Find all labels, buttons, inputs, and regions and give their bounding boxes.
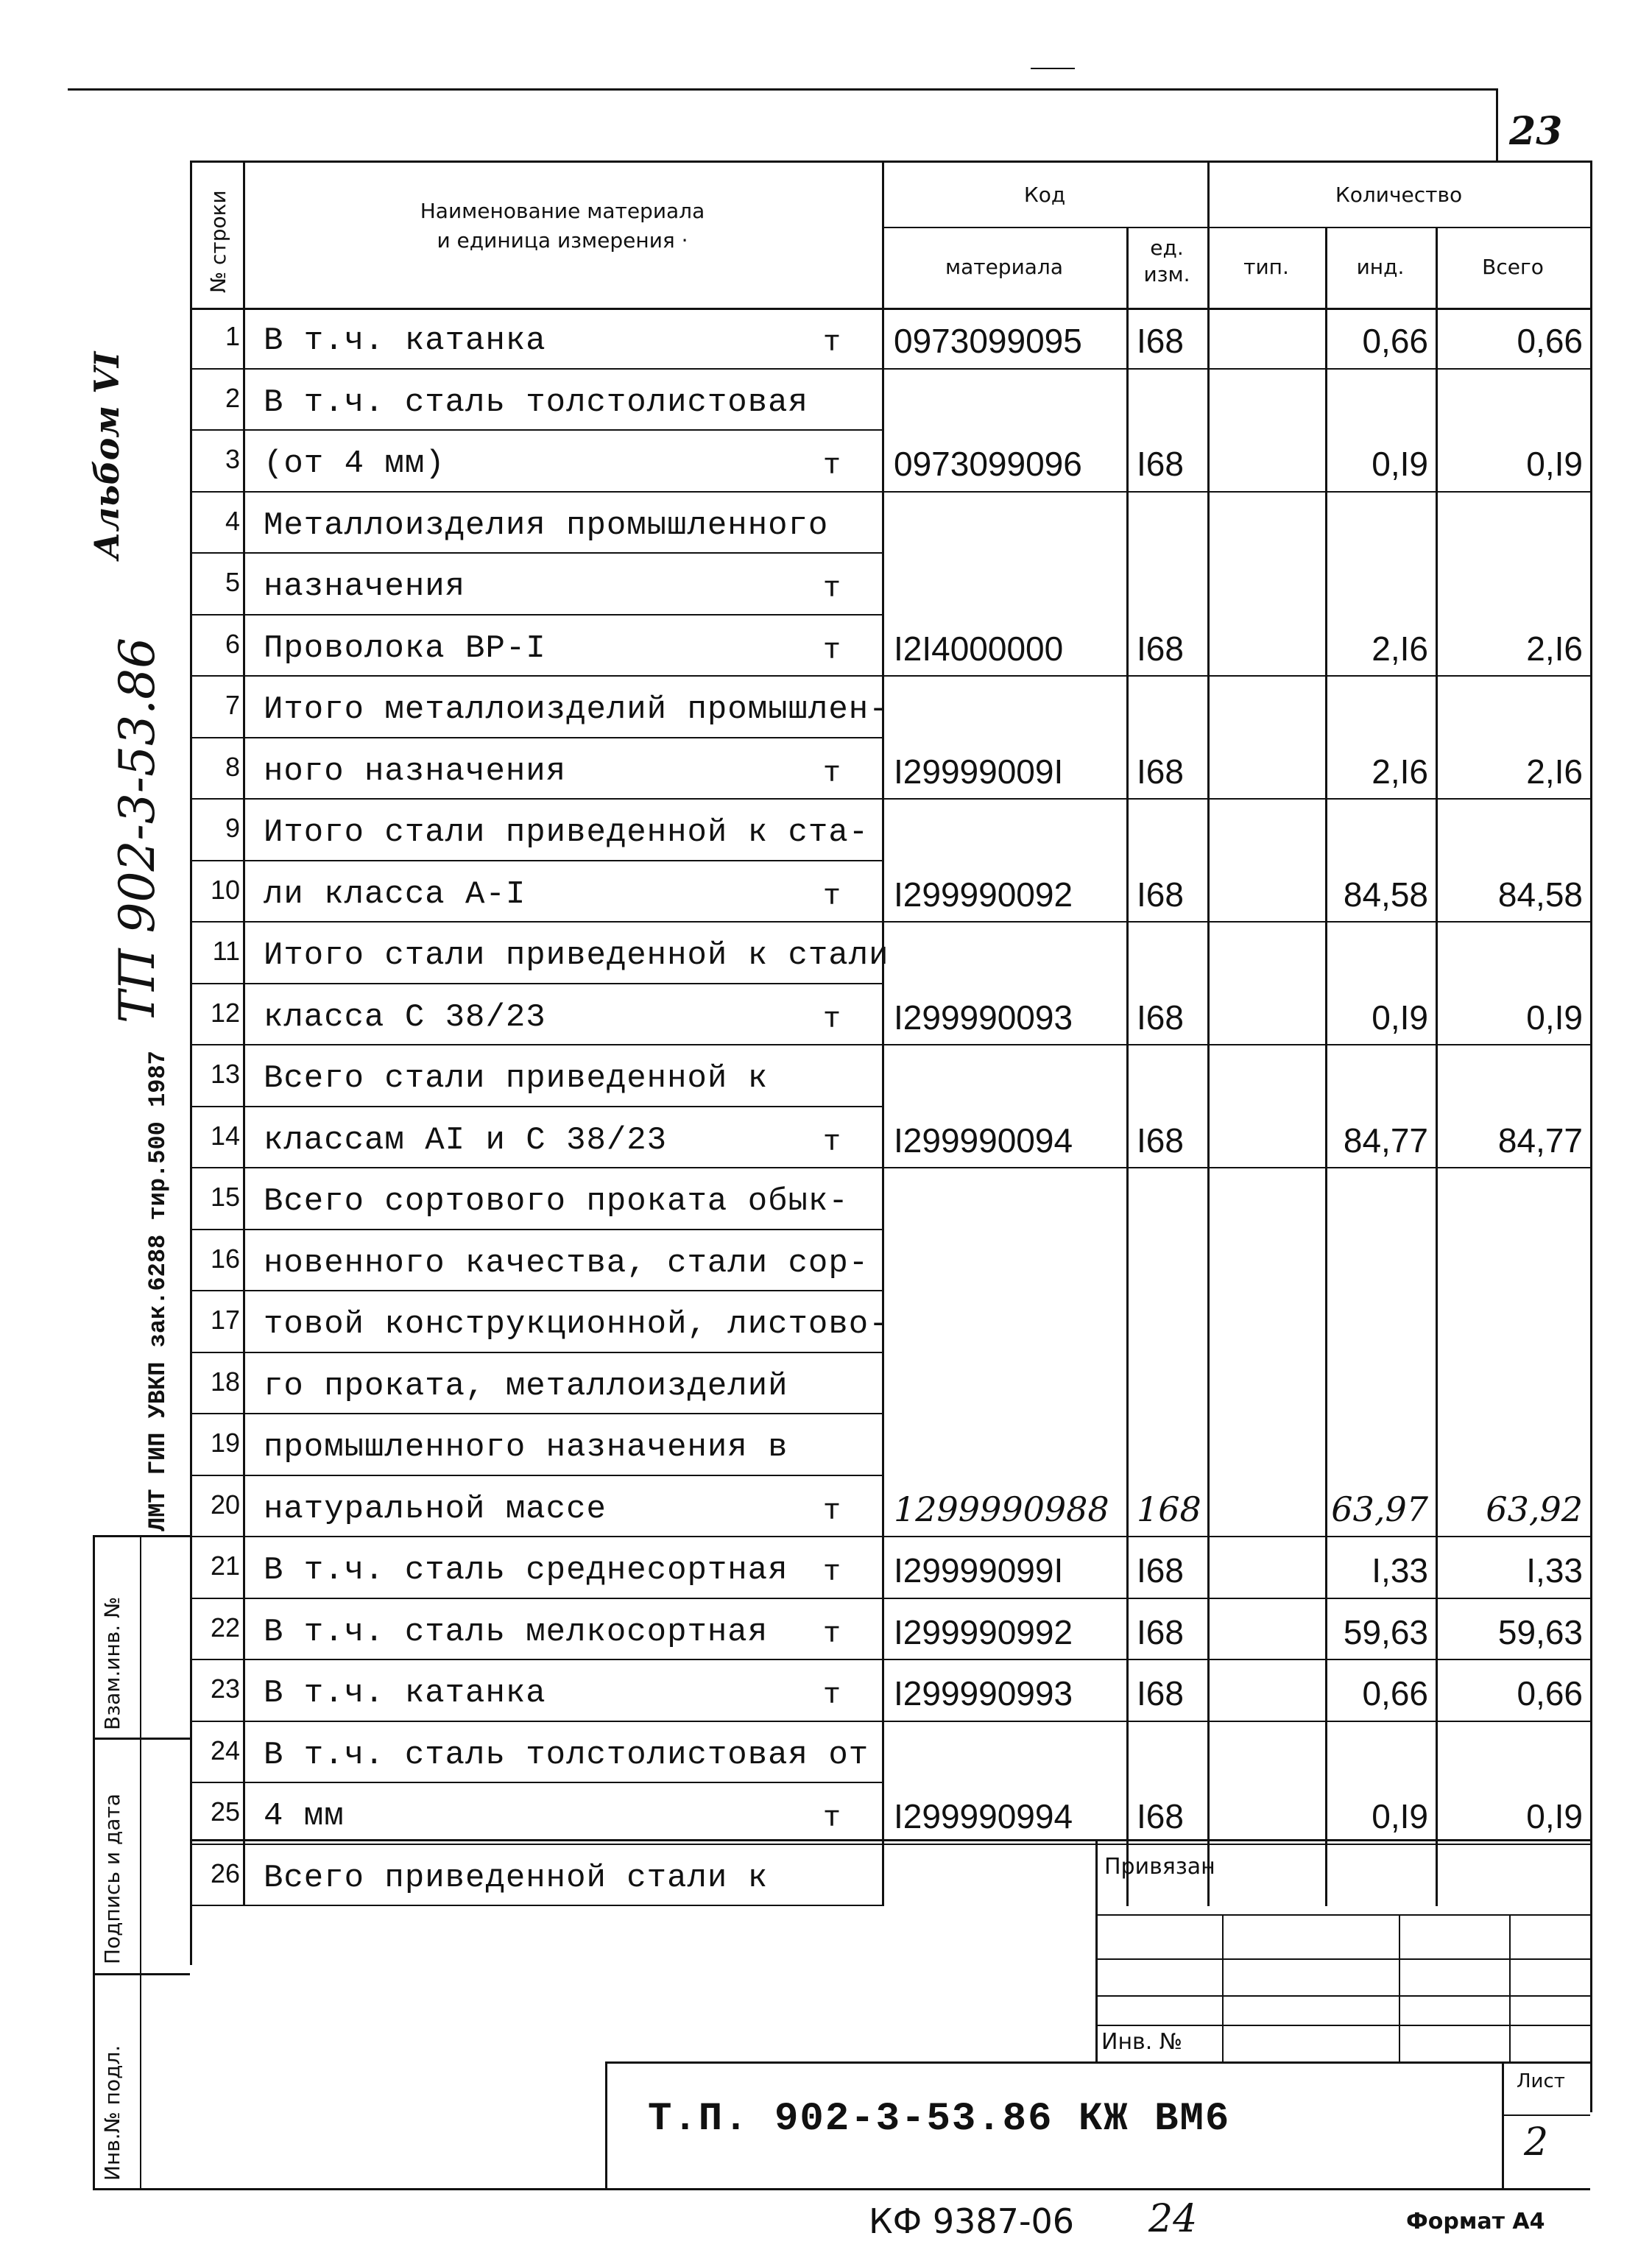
row-number-divider bbox=[190, 1536, 243, 1537]
row-material-code: I299990992 bbox=[894, 1612, 1073, 1651]
row-number-divider bbox=[190, 614, 243, 615]
row-value-underline bbox=[882, 1044, 1590, 1045]
row-value-underline bbox=[882, 1721, 1590, 1722]
inventory-number-label: Инв. № bbox=[1101, 2029, 1183, 2055]
format-label: Формат А4 bbox=[1406, 2209, 1545, 2234]
row-value-underline bbox=[882, 368, 1590, 370]
header-row-number: № строки bbox=[206, 190, 230, 293]
row-unit: т bbox=[823, 1126, 841, 1160]
row-number: 12 bbox=[210, 997, 240, 1028]
row-qty-total: 0,I9 bbox=[1526, 1797, 1583, 1835]
row-number: 2 bbox=[225, 382, 240, 413]
row-value-underline bbox=[882, 491, 1590, 493]
row-material-code: I2I4000000 bbox=[894, 629, 1064, 668]
row-value-underline bbox=[882, 1167, 1590, 1168]
row-value-underline bbox=[882, 1844, 1590, 1845]
row-material-code: I299990994 bbox=[894, 1797, 1073, 1835]
sheet-label: Лист bbox=[1517, 2070, 1565, 2092]
table-right-border bbox=[1590, 161, 1592, 2112]
top-tick bbox=[1031, 68, 1075, 69]
row-qty-individual: 0,I9 bbox=[1372, 998, 1428, 1037]
row-number-divider bbox=[190, 491, 243, 493]
row-material-code: I299990092 bbox=[894, 875, 1073, 914]
row-unit: т bbox=[823, 450, 841, 483]
row-name: 4 мм bbox=[264, 1798, 345, 1835]
row-number: 14 bbox=[210, 1120, 240, 1151]
row-underline bbox=[243, 1044, 882, 1045]
row-number-divider bbox=[190, 1413, 243, 1414]
row-number-divider bbox=[190, 1352, 243, 1353]
header-name-line1: Наименование материала bbox=[420, 199, 705, 223]
row-underline bbox=[243, 1721, 882, 1722]
row-name: В т.ч. сталь толстолистовая bbox=[264, 384, 808, 421]
row-number-divider bbox=[190, 1844, 243, 1845]
sheet-number: 23 bbox=[1509, 109, 1563, 154]
row-qty-individual: 2,I6 bbox=[1372, 752, 1428, 791]
row-name: Итого стали приведенной к стали bbox=[264, 937, 889, 974]
row-unit-code: I68 bbox=[1137, 875, 1184, 914]
row-underline bbox=[243, 675, 882, 677]
row-number-divider bbox=[190, 1659, 243, 1660]
header-typ: тип. bbox=[1243, 255, 1289, 279]
row-name: класса С 38/23 bbox=[264, 998, 546, 1036]
row-qty-total: 63,92 bbox=[1486, 1489, 1583, 1529]
row-underline bbox=[243, 429, 882, 431]
row-underline bbox=[243, 614, 882, 615]
row-unit: т bbox=[823, 757, 841, 791]
header-code: Код bbox=[1023, 183, 1066, 207]
row-material-code: I29999009I bbox=[894, 752, 1064, 791]
row-unit-code: I68 bbox=[1137, 1612, 1184, 1651]
footer-number: 24 bbox=[1148, 2197, 1198, 2241]
row-value-underline bbox=[882, 921, 1590, 923]
table-top-border bbox=[190, 161, 1590, 163]
row-qty-individual: I,33 bbox=[1372, 1551, 1428, 1590]
row-value-underline bbox=[882, 675, 1590, 677]
row-number-divider bbox=[190, 1167, 243, 1168]
row-material-code: 0973099096 bbox=[894, 445, 1082, 483]
col-line-row bbox=[190, 161, 192, 1965]
header-unit-line2: изм. bbox=[1143, 262, 1190, 286]
row-name: В т.ч. сталь мелкосортная bbox=[264, 1613, 769, 1651]
row-name: новенного качества, стали сор- bbox=[264, 1244, 869, 1282]
row-number-divider bbox=[190, 737, 243, 738]
row-name: (от 4 мм) bbox=[264, 445, 445, 482]
row-underline bbox=[243, 1598, 882, 1599]
side-label-inventory: Инв.№ подл. bbox=[100, 2045, 124, 2181]
row-unit: т bbox=[823, 1679, 841, 1712]
row-unit-code: I68 bbox=[1137, 1797, 1184, 1835]
row-qty-individual: 84,77 bbox=[1343, 1121, 1428, 1160]
row-number: 23 bbox=[210, 1673, 240, 1704]
side-label-signature: Подпись и дата bbox=[100, 1793, 124, 1964]
row-number-divider bbox=[190, 1905, 243, 1906]
row-number-divider bbox=[190, 552, 243, 554]
row-qty-total: 59,63 bbox=[1497, 1612, 1583, 1651]
row-unit: т bbox=[823, 634, 841, 668]
print-order: ЛМТ ГИП УВКП зак.6288 тир.500 1987 bbox=[144, 1051, 172, 1531]
row-unit-code: I68 bbox=[1137, 322, 1184, 360]
row-number-divider bbox=[190, 798, 243, 800]
row-name: классам АI и С 38/23 bbox=[264, 1121, 668, 1159]
row-name: го проката, металлоизделий bbox=[264, 1367, 788, 1405]
row-number: 11 bbox=[212, 936, 240, 966]
row-number: 7 bbox=[225, 690, 240, 720]
row-unit-code: I68 bbox=[1137, 1674, 1184, 1712]
row-qty-individual: 84,58 bbox=[1343, 875, 1428, 914]
row-unit: т bbox=[823, 1802, 841, 1835]
row-value-underline bbox=[882, 1659, 1590, 1660]
row-unit-code: I68 bbox=[1137, 629, 1184, 668]
row-number: 8 bbox=[225, 751, 240, 782]
row-name: ли класса А-I bbox=[264, 875, 526, 913]
header-bottom-line bbox=[190, 308, 1590, 310]
row-number: 21 bbox=[210, 1551, 240, 1581]
row-number: 15 bbox=[210, 1182, 240, 1212]
row-underline bbox=[243, 1905, 882, 1906]
row-number: 16 bbox=[210, 1243, 240, 1274]
row-number: 6 bbox=[225, 628, 240, 659]
row-unit: т bbox=[823, 1618, 841, 1651]
row-number: 20 bbox=[210, 1489, 240, 1520]
row-number-divider bbox=[190, 1290, 243, 1291]
row-name: В т.ч. катанка bbox=[264, 322, 546, 359]
row-underline bbox=[243, 1352, 882, 1353]
col-line-unit bbox=[1126, 227, 1129, 1906]
row-material-code: I299990993 bbox=[894, 1674, 1073, 1712]
row-number: 5 bbox=[225, 567, 240, 597]
row-material-code: I299990094 bbox=[894, 1121, 1073, 1160]
row-underline bbox=[243, 1844, 882, 1845]
row-number-divider bbox=[190, 675, 243, 677]
row-qty-total: 0,66 bbox=[1517, 1674, 1583, 1712]
row-number: 3 bbox=[225, 444, 240, 474]
row-number: 13 bbox=[210, 1059, 240, 1089]
row-qty-individual: 59,63 bbox=[1343, 1612, 1428, 1651]
col-line-name bbox=[243, 161, 245, 1906]
sheet-number-box bbox=[1496, 88, 1498, 161]
row-number: 17 bbox=[210, 1305, 240, 1335]
attached-label: Привязан bbox=[1104, 1854, 1215, 1880]
row-underline bbox=[243, 368, 882, 370]
row-number-divider bbox=[190, 429, 243, 431]
row-material-code: I29999099I bbox=[894, 1551, 1064, 1590]
row-unit: т bbox=[823, 573, 841, 606]
row-underline bbox=[243, 491, 882, 493]
header-quantity: Количество bbox=[1335, 183, 1463, 207]
row-underline bbox=[243, 1106, 882, 1107]
row-number-divider bbox=[190, 1721, 243, 1722]
row-qty-individual: 0,66 bbox=[1362, 322, 1428, 360]
row-name: промышленного назначения в bbox=[264, 1429, 788, 1466]
row-value-underline bbox=[882, 1598, 1590, 1599]
copy-number: КФ 9387-06 bbox=[869, 2201, 1075, 2241]
row-value-underline bbox=[882, 1536, 1590, 1537]
row-qty-total: I,33 bbox=[1526, 1551, 1583, 1590]
row-underline bbox=[243, 1536, 882, 1537]
row-number: 10 bbox=[210, 874, 240, 905]
header-total: Всего bbox=[1482, 255, 1544, 279]
row-number-divider bbox=[190, 1782, 243, 1783]
row-number-divider bbox=[190, 1598, 243, 1599]
project-code: ТП 902-3-53.86 bbox=[109, 637, 166, 1023]
row-unit: т bbox=[823, 1556, 841, 1590]
col-line-typ bbox=[1207, 161, 1210, 1906]
row-underline bbox=[243, 1167, 882, 1168]
row-name: Всего сортового проката обык- bbox=[264, 1183, 849, 1220]
row-number-divider bbox=[190, 860, 243, 861]
row-name: В т.ч. сталь среднесортная bbox=[264, 1552, 788, 1589]
row-number: 26 bbox=[210, 1858, 240, 1888]
header-unit-line1: ед. bbox=[1150, 236, 1184, 260]
row-name: Всего стали приведенной к bbox=[264, 1060, 769, 1097]
row-material-code: 0973099095 bbox=[894, 322, 1082, 360]
row-number-divider bbox=[190, 1044, 243, 1045]
row-qty-individual: 0,I9 bbox=[1372, 445, 1428, 483]
album-label: Альбом VI bbox=[87, 351, 127, 560]
row-number: 9 bbox=[225, 813, 240, 843]
row-number: 22 bbox=[210, 1612, 240, 1643]
row-number: 25 bbox=[210, 1796, 240, 1827]
row-name: Металлоизделия промышленного bbox=[264, 507, 829, 544]
row-number: 1 bbox=[225, 321, 240, 351]
row-qty-individual: 63,97 bbox=[1331, 1489, 1428, 1529]
row-underline bbox=[243, 1229, 882, 1230]
row-qty-total: 0,66 bbox=[1517, 322, 1583, 360]
header-mid-line bbox=[882, 227, 1590, 228]
row-qty-individual: 2,I6 bbox=[1372, 629, 1428, 668]
row-qty-total: 0,I9 bbox=[1526, 445, 1583, 483]
row-qty-total: 84,58 bbox=[1497, 875, 1583, 914]
row-number: 18 bbox=[210, 1366, 240, 1397]
row-underline bbox=[243, 1475, 882, 1476]
row-material-code: I299990093 bbox=[894, 998, 1073, 1037]
row-number-divider bbox=[190, 1229, 243, 1230]
row-name: ного назначения bbox=[264, 752, 567, 790]
top-rule bbox=[68, 88, 1496, 91]
row-unit-code: 168 bbox=[1137, 1489, 1201, 1529]
row-qty-total: 84,77 bbox=[1497, 1121, 1583, 1160]
row-qty-total: 2,I6 bbox=[1526, 629, 1583, 668]
row-underline bbox=[243, 1290, 882, 1291]
document-designation: Т.П. 902-3-53.86 КЖ ВМ6 bbox=[648, 2097, 1231, 2142]
row-name: Проволока ВР-I bbox=[264, 629, 546, 667]
row-unit-code: I68 bbox=[1137, 752, 1184, 791]
side-label-replace: Взам.инв. № bbox=[100, 1596, 124, 1730]
sheet-value: 2 bbox=[1524, 2120, 1549, 2165]
row-name: В т.ч. катанка bbox=[264, 1675, 546, 1712]
row-qty-total: 2,I6 bbox=[1526, 752, 1583, 791]
row-material-code: 1299990988 bbox=[894, 1489, 1109, 1529]
row-underline bbox=[243, 860, 882, 861]
row-underline bbox=[243, 1659, 882, 1660]
row-unit-code: I68 bbox=[1137, 1121, 1184, 1160]
row-number: 24 bbox=[210, 1735, 240, 1766]
row-underline bbox=[243, 1782, 882, 1783]
row-name: В т.ч. сталь толстолистовая от bbox=[264, 1736, 869, 1774]
row-underline bbox=[243, 552, 882, 554]
row-underline bbox=[243, 921, 882, 923]
row-name: Итого стали приведенной к ста- bbox=[264, 814, 869, 851]
header-material: материала bbox=[945, 255, 1063, 279]
header-ind: инд. bbox=[1356, 255, 1405, 279]
row-number: 19 bbox=[210, 1428, 240, 1458]
row-unit: т bbox=[823, 880, 841, 914]
row-name: назначения bbox=[264, 568, 466, 605]
row-unit-code: I68 bbox=[1137, 1551, 1184, 1590]
row-unit: т bbox=[823, 1495, 841, 1528]
row-number-divider bbox=[190, 1106, 243, 1107]
row-unit: т bbox=[823, 327, 841, 360]
row-name: Всего приведенной стали к bbox=[264, 1859, 769, 1897]
row-number-divider bbox=[190, 1475, 243, 1476]
row-underline bbox=[243, 798, 882, 800]
row-unit-code: I68 bbox=[1137, 998, 1184, 1037]
row-number-divider bbox=[190, 983, 243, 984]
row-unit: т bbox=[823, 1003, 841, 1037]
row-underline bbox=[243, 1413, 882, 1414]
row-value-underline bbox=[882, 798, 1590, 800]
row-name: натуральной массе bbox=[264, 1490, 607, 1528]
row-number: 4 bbox=[225, 505, 240, 536]
row-name: товой конструкционной, листово- bbox=[264, 1306, 889, 1343]
row-underline bbox=[243, 737, 882, 738]
row-number-divider bbox=[190, 368, 243, 370]
row-qty-individual: 0,I9 bbox=[1372, 1797, 1428, 1835]
col-line-code bbox=[882, 161, 884, 1906]
row-name: Итого металлоизделий промышлен- bbox=[264, 691, 889, 728]
row-qty-individual: 0,66 bbox=[1362, 1674, 1428, 1712]
header-name-line2: и единица измерения · bbox=[437, 228, 688, 253]
row-underline bbox=[243, 983, 882, 984]
row-unit-code: I68 bbox=[1137, 445, 1184, 483]
row-qty-total: 0,I9 bbox=[1526, 998, 1583, 1037]
row-number-divider bbox=[190, 921, 243, 923]
